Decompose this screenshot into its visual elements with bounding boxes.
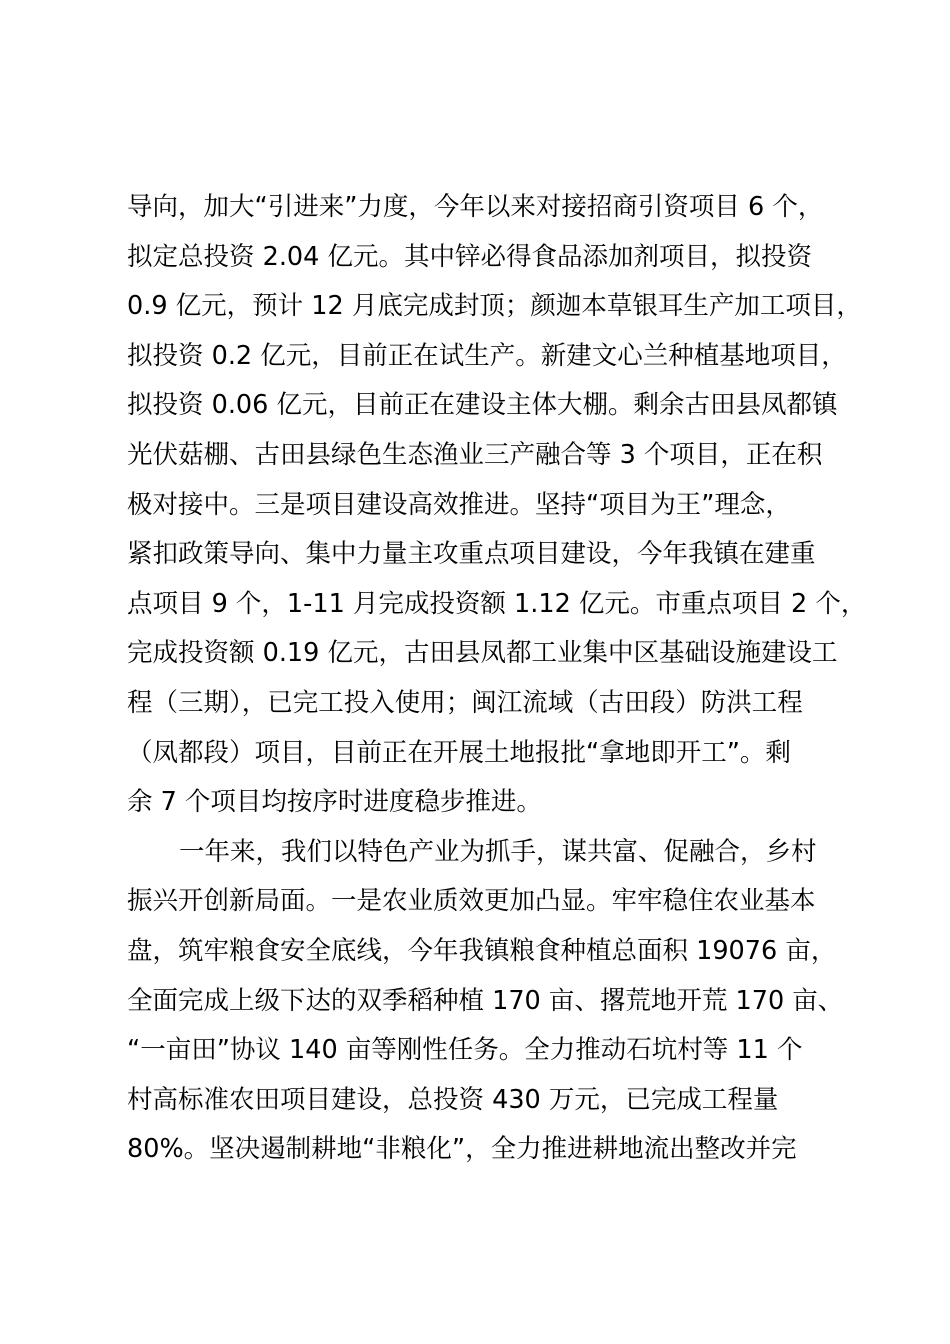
text-line: 点项目 9 个，1-11 月完成投资额 1.12 亿元。市重点项目 2 个， <box>127 588 867 619</box>
text-line: 拟投资 0.2 亿元，目前正在试生产。新建文心兰种植基地项目， <box>127 340 847 371</box>
text-line: 余 7 个项目均按序时进度稳步推进。 <box>127 787 542 818</box>
text-line: 导向，加大“引进来”力度，今年以来对接招商引资项目 6 个， <box>127 192 824 222</box>
text-line: 极对接中。三是项目建设高效推进。坚持“项目为王”理念， <box>127 489 791 520</box>
text-line: 盘，筑牢粮食安全底线，今年我镇粮食种植总面积 19076 亩， <box>127 935 837 966</box>
text-line: “一亩田”协议 140 亩等刚性任务。全力推动石坑村等 11 个 <box>127 1035 803 1066</box>
text-line: 拟投资 0.06 亿元，目前正在建设主体大棚。剩余古田县凤都镇 <box>127 390 838 421</box>
text-line: 拟定总投资 2.04 亿元。其中锌必得食品添加剂项目，拟投资 <box>127 241 812 272</box>
text-line: 0.9 亿元，预计 12 月底完成封顶；颜迦本草银耳生产加工项目， <box>127 291 862 322</box>
text-line: 完成投资额 0.19 亿元，古田县凤都工业集中区基础设施建设工 <box>127 638 838 669</box>
text-line: 紧扣政策导向、集中力量主攻重点项目建设，今年我镇在建重 <box>127 539 816 570</box>
text-line: 程（三期），已完工投入使用；闽江流域（古田段）防洪工程 <box>127 687 803 718</box>
text-line: 振兴开创新局面。一是农业质效更加凸显。牢牢稳住农业基本 <box>127 886 816 917</box>
text-line: 村高标准农田项目建设，总投资 430 万元，已完成工程量 <box>127 1084 779 1115</box>
paragraph-start-line: 一年来，我们以特色产业为抓手，谋共富、促融合，乡村 <box>179 836 817 867</box>
text-line: 80%。坚决遏制耕地“非粮化”，全力推进耕地流出整改并完 <box>127 1134 797 1165</box>
body-text <box>127 183 867 1175</box>
text-line: 全面完成上级下达的双季稻种植 170 亩、撂荒地开荒 170 亩、 <box>127 985 844 1016</box>
text-line: （凤都段）项目，目前正在开展土地报批“拿地即开工”。剩 <box>127 737 791 768</box>
text-line: 光伏菇棚、古田县绿色生态渔业三产融合等 3 个项目，正在积 <box>127 439 823 470</box>
